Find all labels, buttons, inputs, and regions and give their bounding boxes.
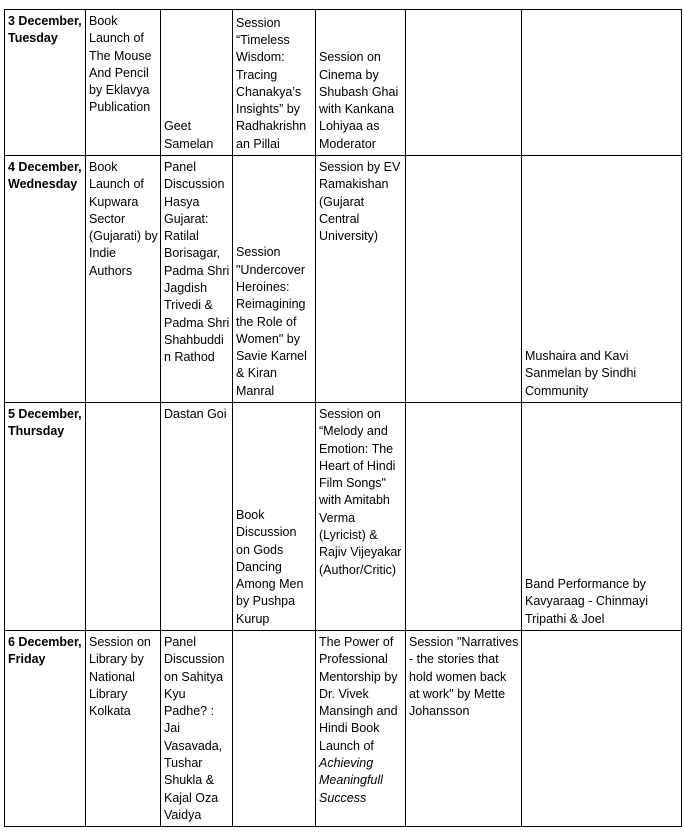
event-cell: Session on Library by National Library Kolkata [86, 631, 161, 827]
table-row [5, 631, 682, 827]
book-title: Achieving Meaningfull Success [319, 756, 383, 805]
event-cell [522, 631, 682, 827]
event-cell: Panel Discussion on Sahitya Kyu Padhe? : Jai Vasavada, Tushar Shukla & Kajal Oza Vaidya [161, 631, 233, 827]
event-cell [86, 403, 161, 631]
event-cell: Session by EV Ramakishan (Gujarat Central University) [316, 156, 406, 403]
event-cell: Book Launch of Kupwara Sector (Gujarati) by Indie Authors [86, 156, 161, 403]
event-cell [233, 631, 316, 827]
day-cell: 4 December, Wednesday [5, 156, 86, 403]
event-cell: Book Discussion on Gods Dancing Among Men by Pushpa Kurup [233, 403, 316, 631]
event-cell [406, 10, 522, 156]
day-cell: 5 December, Thursday [5, 403, 86, 631]
event-cell: Session "Narratives - the stories that hold women back at work" by Mette Johansson [406, 631, 522, 827]
event-cell [522, 10, 682, 156]
event-cell: Session "Undercover Heroines: Reimagining the Role of Women" by Savie Karnel & Kiran Manral [233, 156, 316, 403]
table-row [5, 403, 682, 631]
event-cell: Book Launch of The Mouse And Pencil by Eklavya Publication [86, 10, 161, 156]
event-cell: Session “Timeless Wisdom: Tracing Chanakya’s Insights” by Radhakrishnan Pillai [233, 10, 316, 156]
schedule-table [4, 9, 682, 827]
event-cell: Mushaira and Kavi Sanmelan by Sindhi Community [522, 156, 682, 403]
event-cell [316, 631, 406, 827]
day-cell: 6 December, Friday [5, 631, 86, 827]
table-row [5, 10, 682, 156]
event-cell [406, 156, 522, 403]
event-cell: Panel Discussion Hasya Gujarat: Ratilal Borisagar, Padma Shri Jagdish Trivedi & Padma Shri Shahbuddin Rathod [161, 156, 233, 403]
event-cell: Session on Cinema by Shubash Ghai with Kankana Lohiyaa as Moderator [316, 10, 406, 156]
day-cell: 3 December, Tuesday [5, 10, 86, 156]
event-text: The Power of Professional Mentorship by Dr. Vivek Mansingh and Hindi Book Launch of [319, 635, 398, 753]
table-row [5, 156, 682, 403]
event-cell [406, 403, 522, 631]
event-cell: Dastan Goi [161, 403, 233, 631]
event-cell: Band Performance by Kavyaraag - Chinmayi Tripathi & Joel [522, 403, 682, 631]
event-cell: Session on “Melody and Emotion: The Heart of Hindi Film Songs" with Amitabh Verma (Lyricist) & Rajiv Vijeyakar (Author/Critic) [316, 403, 406, 631]
event-cell: Geet Samelan [161, 10, 233, 156]
